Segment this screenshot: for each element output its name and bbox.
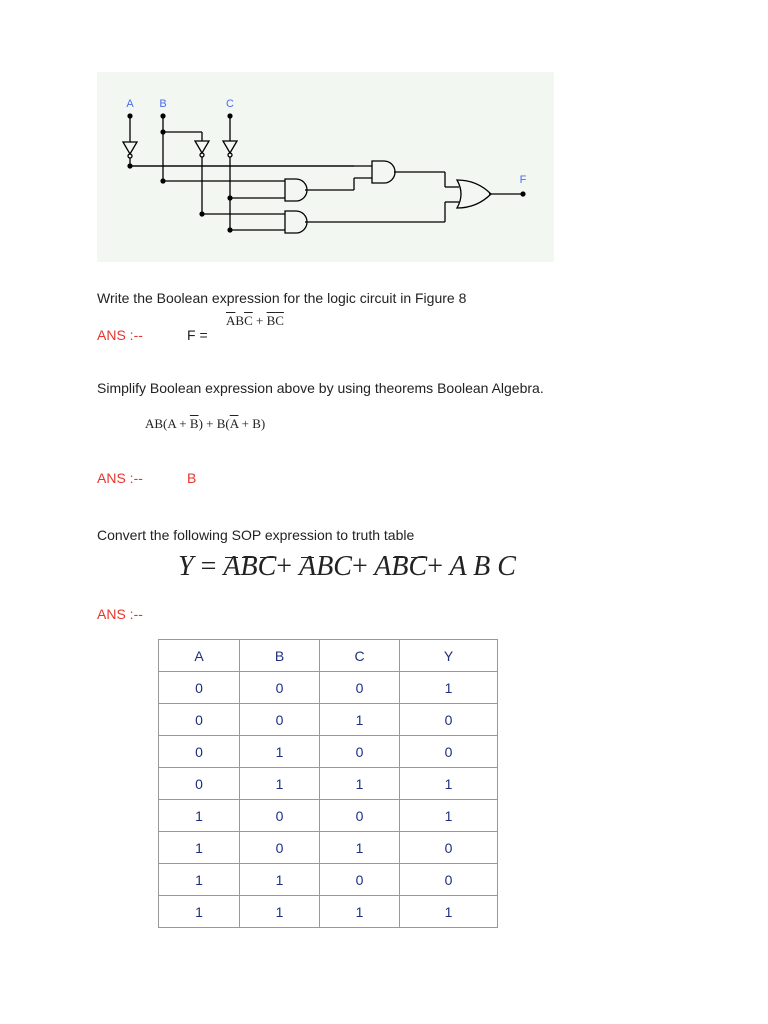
cell-a: 1 <box>159 800 240 832</box>
cell-c: 0 <box>320 672 400 704</box>
logic-circuit-figure <box>97 72 554 262</box>
sop-expression <box>178 551 516 583</box>
sop-plus-1: + <box>276 551 293 582</box>
expr2-a-bar: $\overline{A}$ <box>229 416 239 431</box>
cell-y: 0 <box>400 864 498 896</box>
logic-circuit-diagram <box>97 72 554 262</box>
and-gate-bottom <box>285 211 307 233</box>
expr2-b-bar: $\overline{B}$ <box>189 416 199 431</box>
cell-b: 1 <box>240 768 320 800</box>
cell-b: 0 <box>240 800 320 832</box>
expr-plus: + <box>255 313 264 328</box>
cell-c: 1 <box>320 704 400 736</box>
junction-dots <box>127 113 525 232</box>
sop-t3-b: B <box>391 551 409 582</box>
cell-b: 0 <box>240 704 320 736</box>
question-3: Convert the following SOP expression to truth table <box>97 527 415 543</box>
cell-y: 1 <box>400 800 498 832</box>
sop-equals: = <box>200 551 217 582</box>
sop-t1-b: B <box>240 551 258 582</box>
sop-t1-c: C <box>257 551 277 582</box>
cell-c: 1 <box>320 832 400 864</box>
cell-c: 0 <box>320 736 400 768</box>
table-row <box>159 800 498 832</box>
table-row <box>159 736 498 768</box>
expr2-part2: ) + B( <box>198 416 230 431</box>
or-gate <box>457 180 491 208</box>
cell-c: 0 <box>320 864 400 896</box>
sop-t4-b: B <box>473 551 491 582</box>
table-row <box>159 704 498 736</box>
cell-y: 0 <box>400 704 498 736</box>
cell-b: 0 <box>240 672 320 704</box>
header-b: B <box>240 640 320 672</box>
input-label-c: C <box>226 98 234 110</box>
cell-c: 1 <box>320 896 400 928</box>
table-row <box>159 672 498 704</box>
header-c: C <box>320 640 400 672</box>
sop-t4-a: A <box>449 551 467 582</box>
cell-y: 1 <box>400 896 498 928</box>
sop-t4-c: C <box>497 551 516 582</box>
wires <box>130 166 523 230</box>
expression-simplify <box>145 416 265 432</box>
input-a-line <box>123 116 137 166</box>
cell-a: 1 <box>159 896 240 928</box>
sop-t3-c: C <box>408 551 428 582</box>
cell-a: 0 <box>159 704 240 736</box>
output-label-f: F <box>519 174 527 186</box>
cell-c: 0 <box>320 800 400 832</box>
header-y: Y <box>400 640 498 672</box>
cell-b: 1 <box>240 736 320 768</box>
cell-y: 0 <box>400 832 498 864</box>
sop-t3-a: A <box>374 551 392 582</box>
sop-plus-2: + <box>351 551 368 582</box>
table-row <box>159 768 498 800</box>
cell-c: 1 <box>320 768 400 800</box>
cell-a: 1 <box>159 832 240 864</box>
sop-t2-a: A <box>299 551 317 582</box>
expr-term1-a: $\overline{A}$ <box>226 313 236 328</box>
expr2-part1: AB(A + <box>145 416 190 431</box>
expr2-part3: + B) <box>238 416 266 431</box>
input-label-a: A <box>126 98 134 110</box>
cell-b: 1 <box>240 896 320 928</box>
table-row <box>159 832 498 864</box>
input-c-line <box>223 116 237 230</box>
sop-y: Y <box>178 551 194 582</box>
cell-a: 0 <box>159 672 240 704</box>
cell-b: 0 <box>240 832 320 864</box>
expr-term1-b: B <box>235 313 245 328</box>
sop-t2-c: C <box>333 551 352 582</box>
cell-b: 1 <box>240 864 320 896</box>
cell-y: 1 <box>400 768 498 800</box>
expr-term2-c: $\overline{C}$ <box>275 313 284 328</box>
cell-a: 0 <box>159 736 240 768</box>
answer-2-value: B <box>187 470 197 486</box>
sop-t1-a: A <box>223 551 241 582</box>
expr-term2-b: $\overline{B}$ <box>266 313 276 328</box>
cell-y: 1 <box>400 672 498 704</box>
input-label-b: B <box>159 98 167 110</box>
truth-table <box>158 639 498 928</box>
sop-t2-b: B <box>316 551 334 582</box>
header-a: A <box>159 640 240 672</box>
table-row <box>159 864 498 896</box>
question-2: Simplify Boolean expression above by using theorems Boolean Algebra. <box>97 380 544 396</box>
input-b-line <box>163 116 209 214</box>
cell-a: 1 <box>159 864 240 896</box>
cell-y: 0 <box>400 736 498 768</box>
expr-term1-c: $\overline{C}$ <box>244 313 253 328</box>
and-gate-middle <box>285 179 307 201</box>
sop-plus-3: + <box>427 551 443 582</box>
expression-f <box>226 313 284 329</box>
truth-table-header-row <box>159 640 498 672</box>
f-equals-label: F = <box>187 327 208 343</box>
cell-a: 0 <box>159 768 240 800</box>
answer-label-1: ANS :-- <box>97 327 143 343</box>
answer-label-3: ANS :-- <box>97 606 143 622</box>
table-row <box>159 896 498 928</box>
question-1: Write the Boolean expression for the logic circuit in Figure 8 <box>97 290 467 306</box>
answer-label-2: ANS :-- <box>97 470 143 486</box>
and-gate-top <box>372 161 395 183</box>
